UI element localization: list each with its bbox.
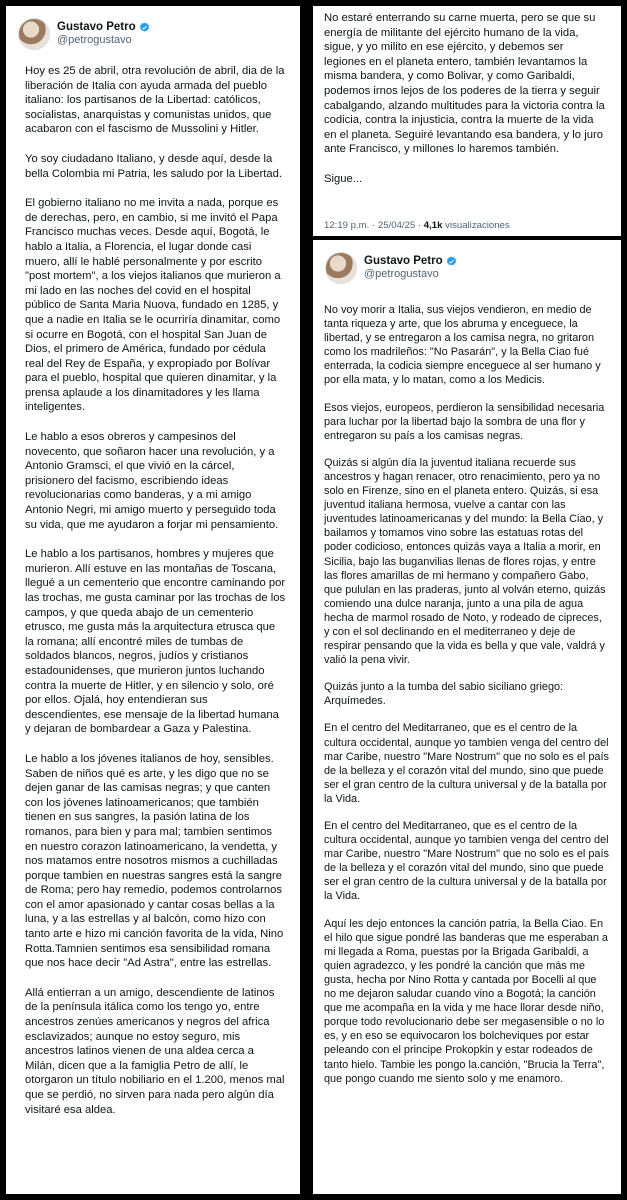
tweet-paragraph: Quizás si algún día la juventud italiana recuerde sus ancestros y hagan renacer, otro renacimiento, pero ya no solo en Firenze, sino en el planeta entero. Quizás, si esa juventud italiana hermosa, vuelve a cantar con las juventudes latinoamericanas y del mundo: la Bella Ciao, y bailamos y tomamos vino sobre las estatuas rotas del poder codicioso, entonces quizás vaya a Italia a morir, en Sicilia, bajo las buganvilias llenas de flores rojas, y entre las flores amarillas de mi hermano y compañero Gabo, que pululan en las praderas, junto al volván eterno, quizás comiendo una dulce naranja, junto a una pila de agua hecha de marmol rosado de Noto, y rodeado de cipreces, y con el sol declinando en el mediterraneo y deje de respirar pensando que la vida es bella y que vale, valdrá y valió la pena vivir. [324, 456, 606, 667]
tweet-text [313, 288, 621, 1086]
views-count: 4,1k [423, 220, 443, 231]
tweet-paragraph: No voy morir a Italia, sus viejos vendieron, en medio de tanta riqueza y arte, que los abruma y enceguece, la libertad, y se entregaron a los camisa negra, no gritaron como los madrileños: "No Pasarán", y la Bella Ciao fué enterrada, la codicia siempre enceguece al ser humano y por ella mata, y lo matan, como a los Medicis. [324, 304, 601, 387]
tweet-paragraph: Allá entierran a un amigo, descendiente de latinos de la península itálica como los tengo yo, entre ancestros zenúes americanos y negros del africa esclavizados; aunque no estoy seguro, mis ancestros latinos vienen de una aldea cerca a Milán, dicen que a la famiglia Petro de allí, le otorgaron un título nobiliario en el 1.200, menos mal que se perdió, no sirven para nada pero algún día visitaré esa aldea. [25, 986, 285, 1116]
author-display-name-row [57, 21, 150, 34]
tweet-time[interactable]: 12:19 p.m. [324, 220, 370, 231]
verified-badge-icon [446, 256, 457, 267]
author-display-name[interactable]: Gustavo Petro [57, 21, 136, 33]
tweet-date[interactable]: 25/04/25 [377, 220, 416, 231]
tweet-paragraph: Yo soy ciudadano Italiano, y desde aquí, desde la bella Colombia mi Patria, les saludo por la Libertad. [25, 152, 283, 180]
tweet-paragraph: Aquí les dejo entonces la canción patria, la Bella Ciao. En el hilo que sigue pondré las banderas que me esperaban a mi llegada a Roma, puestas por la Brigada Garibaldi, a quien agradezco, y les pondré la canción que más me gusta, hecha por Nino Rotta y cantada por Bocelli al que no me dejaron saludar cuando vino a Bogotá; la canción que me acompaña en la vida y me hace llorar desde niño, porque todo revolucionario debe ser megasensible o no lo es, y en eso se equivocaron los bolcheviques por estar peleando con el principe Prokopkin y estar rodeados de tanto hielo. Tambie les pongo la.canción, "Brucia la Terra", que pongo cuando me siento solo y me enamoro. [324, 917, 608, 1085]
tweet-meta [324, 220, 510, 231]
tweet-paragraph: Quizás junto a la tumba del sabio siciliano griego: Arquímedes. [324, 681, 564, 708]
tweet-paragraph: Esos viejos, europeos, perdieron la sensibilidad necesaria para luchar por la libertad bajo la sombra de una flor y entregaron su país a los camisas negras. [324, 401, 605, 442]
author-block [57, 21, 150, 47]
verified-badge-icon [139, 22, 150, 33]
tweet-text [6, 54, 300, 1117]
avatar[interactable] [325, 252, 357, 284]
tweet-panel-left [6, 6, 300, 1194]
tweet-paragraph: El gobierno italiano no me invita a nada, porque es de derechas, pero, en cambio, si me invitó el Papa Francisco muchas veces. Desde aquí, Bogotá, le hablo a Italia, a Florencia, el lugar donde casi muero, allí le hablé personalmente y por escrito "post mortem", a los viejos italianos que murieron a mi lado en las noches del covid en el hospital público de Santa Maria Nuova, fundado en 1285, y que a nadie en Italia se le ocurriría dinamitar, como si ocurre en Bogotá, con el hospital San Juan de Dios, el primero de América, fundado por cédula real del Rey de España, y expropiado por Bolívar para el pueblo, hospital que quieren dinamitar, y la prensa aplaude a los dinamitadores y les llama inteligentes. [25, 197, 281, 414]
meta-separator: · [372, 220, 378, 231]
tweet-header [6, 6, 300, 54]
author-display-name-row [364, 255, 457, 268]
tweet-paragraph: En el centro del Meditarraneo, que es el centro de la cultura occidental, aunque yo tambien venga del centro del mar Caribe, nuestro "Mare Nostrum" que no solo es el país de la belleza y el corazón vital del mundo, sino que puede ser el gran centro de la cultura universal y de la batalla por la Vida. [324, 820, 609, 903]
tweet-paragraph: Le hablo a los partisanos, hombres y mujeres que murieron. Allí estuve en las montañas de Toscana, llegué a un cementerio que encontre caminando por las trochas, me gusta caminar por las trochas de los campos, y que queda abajo de un cementerio etrusco, me gusta más la arquitectura etrusca que la romana; allí encontré miles de tumbas de soldados blancos, negros, judíos y cristianos estadounidenses, que murieron juntos luchando contra la muerte de Hitler, y en silencio y solo, oré por ellos. Ojalá, hoy entendieran sus descendientes, ese mensaje de la libertad humana y dejaran de bombardear a Gaza y Palestina. [25, 548, 286, 736]
tweet-panel-right-top [313, 6, 621, 236]
tweet-paragraph: En el centro del Meditarraneo, que es el centro de la cultura occidental, aunque yo tambien venga del centro del mar Caribe, nuestro "Mare Nostrum" que no solo es el país de la belleza y el corazón vital del mundo, sino que puede ser el gran centro de la cultura universal y de la batalla por la Vida. [324, 722, 609, 805]
tweet-paragraph: Le hablo a los jóvenes italianos de hoy, sensibles. Saben de niños qué es arte, y les digo que no se dejen ganar de las camisas negras; y que canten con los jóvenes latinoamericanos; que también tienen en sus sangres, la pasión latina de los romanos, para bien y para mal; tambien sentimos en nuestro corazon latinoamericano, la vendetta, y nos matamos entre nosotros mismos a cuchilladas porque tambien en nuestras sangres está la sangre de Roma; pero hay remedio, podemos controlarnos con el amor apasionado y cantar cosas bellas a la luna, y a las estrellas y al balcón, como hizo con tanto arte e hizo mi canción favorita de la vida, Nino Rotta.Tamnien sentimos esa sensibilidad romana que nos hace decir "Ad Astra", entre las estrellas. [25, 752, 284, 970]
tweet-text [313, 6, 621, 187]
avatar[interactable] [18, 18, 50, 50]
tweet-paragraph: No estaré enterrando su carne muerta, pero se que su energía de militante del ejército humano de la vida, sigue, y yo milito en ese ejército, y debemos ser legiones en el planeta entero, también levantamos la misma bandera, y como Bolivar, y como Garibaldi, podemos irnos lejos de los poderes de la tierra y seguir cabalgando, alzando multitudes para la victoria contra la codicia, contra la injusticia, contra la muerte de la vida en el planeta. Seguiré levantando esa bandera, y lo juro ante Francisco, y millones lo haremos también. [324, 12, 605, 156]
tweet-paragraph: Le hablo a esos obreros y campesinos del novecento, que soñaron hacer una revolución, y a Antonio Gramsci, el que vivió en la cárcel, prisionero del facismo, escribiendo ideas revolucionarias como banderas, y a mi amigo Antonio Negri, mi amigo muerto y perseguido toda su vida, que me ayudaron a forjar mi pensamiento. [25, 431, 279, 531]
tweet-panel-right-bottom [313, 240, 621, 1194]
author-display-name[interactable]: Gustavo Petro [364, 255, 443, 267]
author-handle[interactable]: @petrogustavo [364, 268, 439, 280]
views-label: visualizaciones [445, 220, 510, 231]
author-handle[interactable]: @petrogustavo [57, 34, 132, 46]
tweet-paragraph: Sigue... [324, 172, 363, 185]
author-block [364, 255, 457, 281]
tweet-header [313, 240, 621, 288]
meta-separator: · [417, 220, 424, 231]
tweet-paragraph: Hoy es 25 de abril, otra revolución de abril, dia de la liberación de Italia con ayuda armada del pueblo italiano: los partisanos de la Libertad: católicos, socialistas, anarquistas y comunistas unidos, que acabaron con el fascismo de Mussolini y Hitler. [25, 65, 285, 136]
